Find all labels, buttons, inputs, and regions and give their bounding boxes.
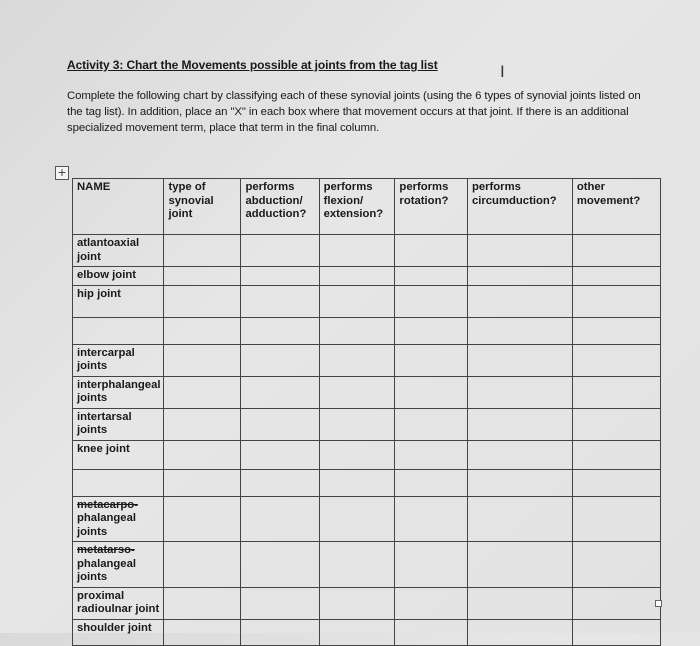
flexion-cell[interactable] [319, 344, 395, 376]
circumduction-cell[interactable] [467, 376, 572, 408]
rotation-cell[interactable] [395, 587, 468, 619]
joint-name-cell[interactable]: shoulder joint [73, 619, 164, 645]
flexion-cell[interactable] [319, 267, 395, 286]
circumduction-cell[interactable] [467, 542, 572, 588]
joint-name-cell[interactable] [73, 469, 164, 496]
circumduction-cell[interactable] [467, 235, 572, 267]
type-cell[interactable] [164, 440, 241, 469]
circumduction-cell[interactable] [467, 587, 572, 619]
table-move-handle-icon[interactable]: + [55, 166, 69, 180]
table-row [73, 285, 661, 317]
type-cell[interactable] [164, 285, 241, 317]
other-cell[interactable] [572, 440, 660, 469]
joint-name-cell[interactable]: proximal radioulnar joint [73, 587, 164, 619]
joint-name-cell[interactable]: intertarsal joints [73, 408, 164, 440]
other-cell[interactable] [572, 317, 660, 344]
joint-name-text: phalangeal joints [77, 557, 137, 583]
joint-name-cell[interactable]: interphalangeal joints [73, 376, 164, 408]
abduction-cell[interactable] [241, 267, 319, 286]
table-row [73, 376, 661, 408]
header-abduction[interactable]: performs abduction/ adduction? [241, 179, 319, 235]
joint-name-cell[interactable] [73, 496, 164, 542]
abduction-cell[interactable] [241, 619, 319, 645]
type-cell[interactable] [164, 317, 241, 344]
circumduction-cell[interactable] [467, 469, 572, 496]
abduction-cell[interactable] [241, 587, 319, 619]
joint-name-cell[interactable]: elbow joint [73, 267, 164, 286]
type-cell[interactable] [164, 235, 241, 267]
other-cell[interactable] [572, 408, 660, 440]
activity-title: Activity 3: Chart the Movements possible at joints from the tag list [67, 58, 438, 72]
circumduction-cell[interactable] [467, 408, 572, 440]
table-row [73, 408, 661, 440]
table-row [73, 587, 661, 619]
circumduction-cell[interactable] [467, 344, 572, 376]
type-cell[interactable] [164, 587, 241, 619]
rotation-cell[interactable] [395, 235, 468, 267]
text-cursor-icon: I [500, 62, 505, 81]
header-other[interactable]: other movement? [572, 179, 660, 235]
flexion-cell[interactable] [319, 469, 395, 496]
joint-name-text: phalangeal joints [77, 512, 137, 538]
other-cell[interactable] [572, 496, 660, 542]
type-cell[interactable] [164, 267, 241, 286]
type-cell[interactable] [164, 408, 241, 440]
abduction-cell[interactable] [241, 469, 319, 496]
header-circumduction[interactable]: performs circumduction? [467, 179, 572, 235]
other-cell[interactable] [572, 267, 660, 286]
other-cell[interactable] [572, 542, 660, 588]
table-row [73, 542, 661, 588]
flexion-cell[interactable] [319, 408, 395, 440]
flexion-cell[interactable] [319, 542, 395, 588]
flexion-cell[interactable] [319, 376, 395, 408]
table-row [73, 344, 661, 376]
table-header-row [73, 179, 661, 235]
rotation-cell[interactable] [395, 344, 468, 376]
circumduction-cell[interactable] [467, 267, 572, 286]
type-cell[interactable] [164, 469, 241, 496]
abduction-cell[interactable] [241, 235, 319, 267]
header-flexion[interactable]: performs flexion/ extension? [319, 179, 395, 235]
circumduction-cell[interactable] [467, 285, 572, 317]
flexion-cell[interactable] [319, 285, 395, 317]
other-cell[interactable] [572, 587, 660, 619]
rotation-cell[interactable] [395, 267, 468, 286]
other-cell[interactable] [572, 376, 660, 408]
joint-name-cell[interactable]: hip joint [73, 285, 164, 317]
table-row [73, 619, 661, 645]
joint-name-cell[interactable]: intercarpal joints [73, 344, 164, 376]
header-name[interactable]: NAME [73, 179, 164, 235]
joint-name-cell[interactable] [73, 317, 164, 344]
circumduction-cell[interactable] [467, 619, 572, 645]
circumduction-cell[interactable] [467, 440, 572, 469]
instructions-paragraph: Complete the following chart by classifying each of these synovial joints (using the 6 types of synovial joints listed on the tag list). In addition, place an "X" in each box where that movement occurs at that joint. If there is an additional specialized movement term, place that term in the final column. [67, 90, 641, 134]
abduction-cell[interactable] [241, 440, 319, 469]
joint-name-cell[interactable] [73, 542, 164, 588]
other-cell[interactable] [572, 469, 660, 496]
abduction-cell[interactable] [241, 285, 319, 317]
flexion-cell[interactable] [319, 587, 395, 619]
abduction-cell[interactable] [241, 317, 319, 344]
abduction-cell[interactable] [241, 408, 319, 440]
other-cell[interactable] [572, 344, 660, 376]
flexion-cell[interactable] [319, 317, 395, 344]
type-cell[interactable] [164, 542, 241, 588]
type-cell[interactable] [164, 376, 241, 408]
circumduction-cell[interactable] [467, 496, 572, 542]
header-rotation[interactable]: performs rotation? [395, 179, 468, 235]
rotation-cell[interactable] [395, 408, 468, 440]
table-row [73, 440, 661, 469]
flexion-cell[interactable] [319, 619, 395, 645]
table-resize-handle-icon[interactable] [655, 600, 662, 607]
rotation-cell[interactable] [395, 619, 468, 645]
type-cell[interactable] [164, 619, 241, 645]
rotation-cell[interactable] [395, 542, 468, 588]
other-cell[interactable] [572, 235, 660, 267]
circumduction-cell[interactable] [467, 317, 572, 344]
table-row [73, 496, 661, 542]
joint-name-cell[interactable]: atlantoaxial joint [73, 235, 164, 267]
abduction-cell[interactable] [241, 542, 319, 588]
type-cell[interactable] [164, 496, 241, 542]
other-cell[interactable] [572, 619, 660, 645]
struck-name-prefix: metacarpo- [77, 498, 138, 511]
abduction-cell[interactable] [241, 344, 319, 376]
table-row [73, 317, 661, 344]
table-row [73, 267, 661, 286]
rotation-cell[interactable] [395, 285, 468, 317]
struck-name-prefix: metatarso- [77, 544, 135, 556]
joint-movement-chart [72, 178, 661, 646]
flexion-cell[interactable] [319, 496, 395, 542]
joint-name-cell[interactable]: knee joint [73, 440, 164, 469]
rotation-cell[interactable] [395, 376, 468, 408]
type-cell[interactable] [164, 344, 241, 376]
header-type[interactable]: type of synovial joint [164, 179, 241, 235]
abduction-cell[interactable] [241, 496, 319, 542]
table-row [73, 469, 661, 496]
rotation-cell[interactable] [395, 469, 468, 496]
rotation-cell[interactable] [395, 440, 468, 469]
flexion-cell[interactable] [319, 440, 395, 469]
flexion-cell[interactable] [319, 235, 395, 267]
other-cell[interactable] [572, 285, 660, 317]
rotation-cell[interactable] [395, 317, 468, 344]
table-row [73, 235, 661, 267]
abduction-cell[interactable] [241, 376, 319, 408]
rotation-cell[interactable] [395, 496, 468, 542]
